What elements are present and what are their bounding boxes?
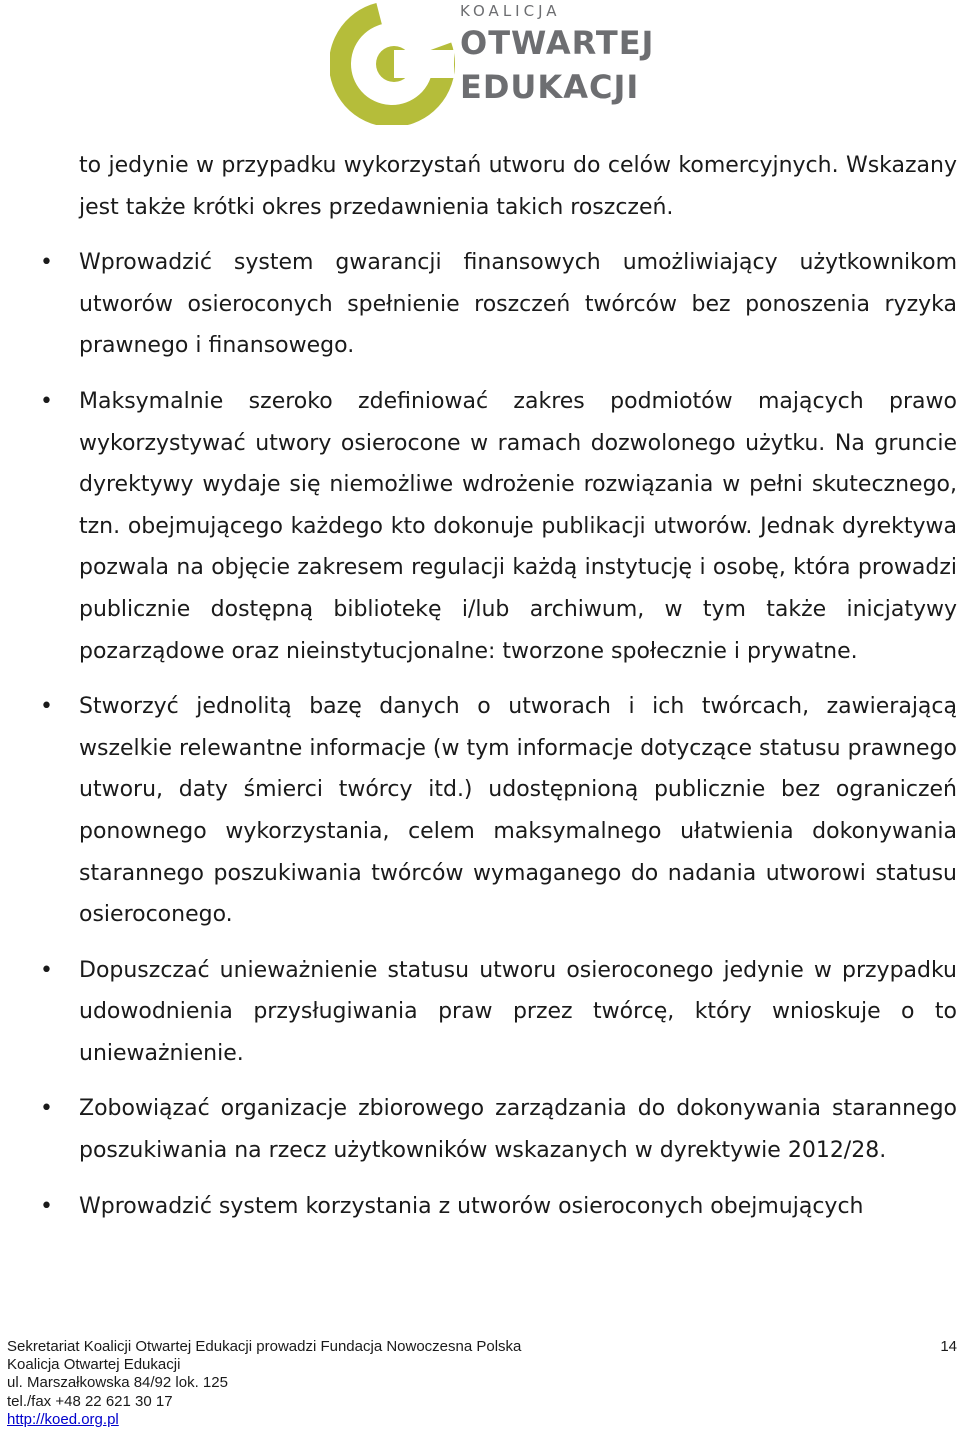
- footer-line: ul. Marszałkowska 84/92 lok. 125: [7, 1374, 228, 1392]
- footer-line: Sekretariat Koalicji Otwartej Edukacji prowadzi Fundacja Nowoczesna Polska: [7, 1338, 522, 1355]
- footer-line: tel./fax +48 22 621 30 17: [7, 1392, 173, 1410]
- list-item-text: Wprowadzić system gwarancji finansowych umożliwiający użytkownikom utworów osieroconych spełnienie roszczeń twórców bez ponoszenia ryzyka prawnego i finansowego.: [79, 250, 957, 359]
- list-item: [40, 1088, 957, 1171]
- lead-paragraph: to jedynie w przypadku wykorzystań utworu do celów komercyjnych. Wskazany jest także krótki okres przedawnienia takich roszczeń.: [79, 153, 957, 220]
- koed-logo-mark-icon: [330, 0, 455, 125]
- list-item: [40, 381, 957, 672]
- bullet-icon: •: [40, 694, 53, 720]
- logo-line-koalicja: KOALICJA: [460, 2, 561, 20]
- list-item-text: Dopuszczać unieważnienie statusu utworu osieroconego jedynie w przypadku udowodnienia przysługiwania praw przez twórcę, który wnioskuje o to unieważnienie.: [79, 957, 957, 1066]
- bullet-icon: •: [40, 388, 53, 414]
- list-item: [40, 242, 957, 367]
- list-item: [40, 686, 957, 936]
- footer-link-row: [7, 1411, 959, 1429]
- list-item-text: Stworzyć jednolitą bazę danych o utworach i ich twórcach, zawierającą wszelkie relewantne informacje (w tym informacje dotyczące statusu prawnego utworu, daty śmierci twórcy itd.) udostępnioną publicznie bez ograniczeń ponownego wykorzystania, celem maksymalnego ułatwienia dokonywania starannego poszukiwania twórców wymaganego do nadania utworowi statusu osieroconego.: [79, 694, 957, 928]
- website-link[interactable]: http://koed.org.pl: [7, 1410, 119, 1428]
- bullet-icon: •: [40, 957, 53, 983]
- bullet-icon: •: [40, 250, 53, 276]
- list-item: [40, 950, 957, 1075]
- logo-line-otwartej: OTWARTEJ: [460, 24, 655, 62]
- list-item: [40, 1186, 957, 1228]
- page-number: 14: [940, 1338, 957, 1355]
- page-footer: [7, 1338, 959, 1429]
- logo-line-edukacji: EDUKACJI: [460, 68, 640, 106]
- list-item-text: Maksymalnie szeroko zdefiniować zakres podmiotów mających prawo wykorzystywać utwory osierocone w ramach dozwolonego użytku. Na gruncie dyrektywy wydaje się niemożliwe wdrożenie rozwiązania w pełni skutecznego, tzn. obejmującego każdego kto dokonuje publikacji utworów. Jednak dyrektywa pozwala na objęcie zakresem regulacji każdą instytucję i osobę, która prowadzi publicznie dostępną bibliotekę i/lub archiwum, w tym także inicjatywy pozarządowe oraz nieinstytucjonalne: tworzone społecznie i prywatne.: [79, 388, 957, 664]
- document-body: [40, 145, 957, 1241]
- footer-line: Koalicja Otwartej Edukacji: [7, 1356, 181, 1374]
- list-item-text: Zobowiązać organizacje zbiorowego zarządzania do dokonywania starannego poszukiwania na rzecz użytkowników wskazanych w dyrektywie 2012/28.: [79, 1096, 957, 1164]
- bullet-icon: •: [40, 1193, 53, 1219]
- bullet-icon: •: [40, 1096, 53, 1122]
- list-item-text: Wprowadzić system korzystania z utworów osieroconych obejmujących: [79, 1193, 864, 1219]
- koed-logo: [330, 0, 655, 125]
